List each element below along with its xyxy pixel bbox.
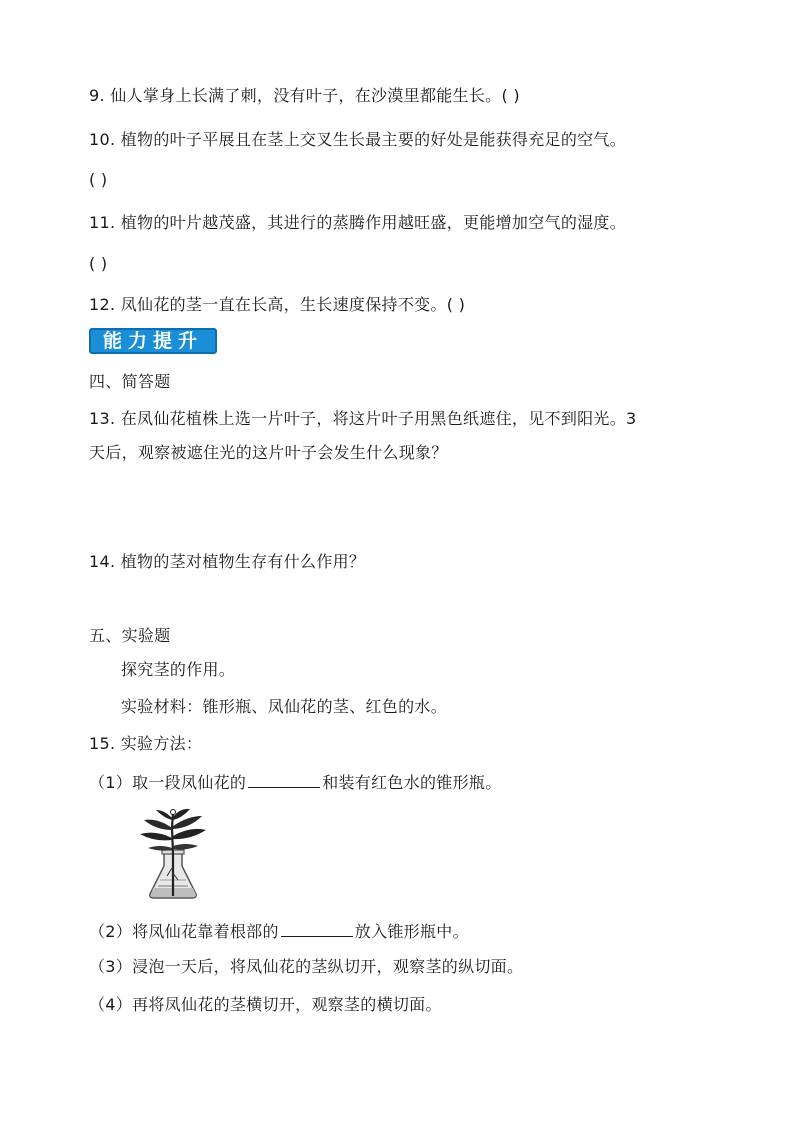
experiment-materials: 实验材料：锥形瓶、凤仙花的茎、红色的水。 <box>121 697 448 716</box>
step-3: （3）浸泡一天后，将凤仙花的茎纵切开，观察茎的纵切面。 <box>89 957 524 976</box>
question-12: 12. 凤仙花的茎一直在长高，生长速度保持不变。( ) <box>89 295 466 314</box>
section-4-heading: 四、简答题 <box>89 372 171 391</box>
question-10-answer-paren: ( ) <box>89 170 108 189</box>
step-2-fill-blank[interactable] <box>281 920 353 937</box>
question-15: 15. 实验方法： <box>89 734 203 753</box>
ability-improvement-badge: 能力提升 <box>89 328 217 354</box>
question-9: 9. 仙人掌身上长满了刺，没有叶子，在沙漠里都能生长。( ) <box>89 86 520 105</box>
step-4: （4）再将凤仙花的茎横切开，观察茎的横切面。 <box>89 995 442 1014</box>
question-10: 10. 植物的叶子平展且在茎上交叉生长最主要的好处是能获得充足的空气。 <box>89 130 627 149</box>
step-2 <box>89 920 469 942</box>
question-13-line-2: 天后，观察被遮住光的这片叶子会发生什么现象？ <box>89 443 448 462</box>
question-13-line-1: 13. 在凤仙花植株上选一片叶子，将这片叶子用黑色纸遮住，见不到阳光。3 <box>89 409 637 428</box>
experiment-intro: 探究茎的作用。 <box>121 660 236 679</box>
step-2-text-a: （2）将凤仙花靠着根部的 <box>89 922 279 941</box>
plant-in-flask-illustration <box>136 808 208 900</box>
section-5-heading: 五、实验题 <box>89 626 171 645</box>
step-1 <box>89 771 502 793</box>
step-1-text-b: 和装有红色水的锥形瓶。 <box>322 773 502 792</box>
question-14: 14. 植物的茎对植物生存有什么作用？ <box>89 552 366 571</box>
step-1-text-a: （1）取一段凤仙花的 <box>89 773 247 792</box>
step-2-text-b: 放入锥形瓶中。 <box>354 922 469 941</box>
question-11: 11. 植物的叶片越茂盛，其进行的蒸腾作用越旺盛，更能增加空气的湿度。 <box>89 213 627 232</box>
question-11-answer-paren: ( ) <box>89 254 108 273</box>
step-1-fill-blank[interactable] <box>248 771 320 788</box>
